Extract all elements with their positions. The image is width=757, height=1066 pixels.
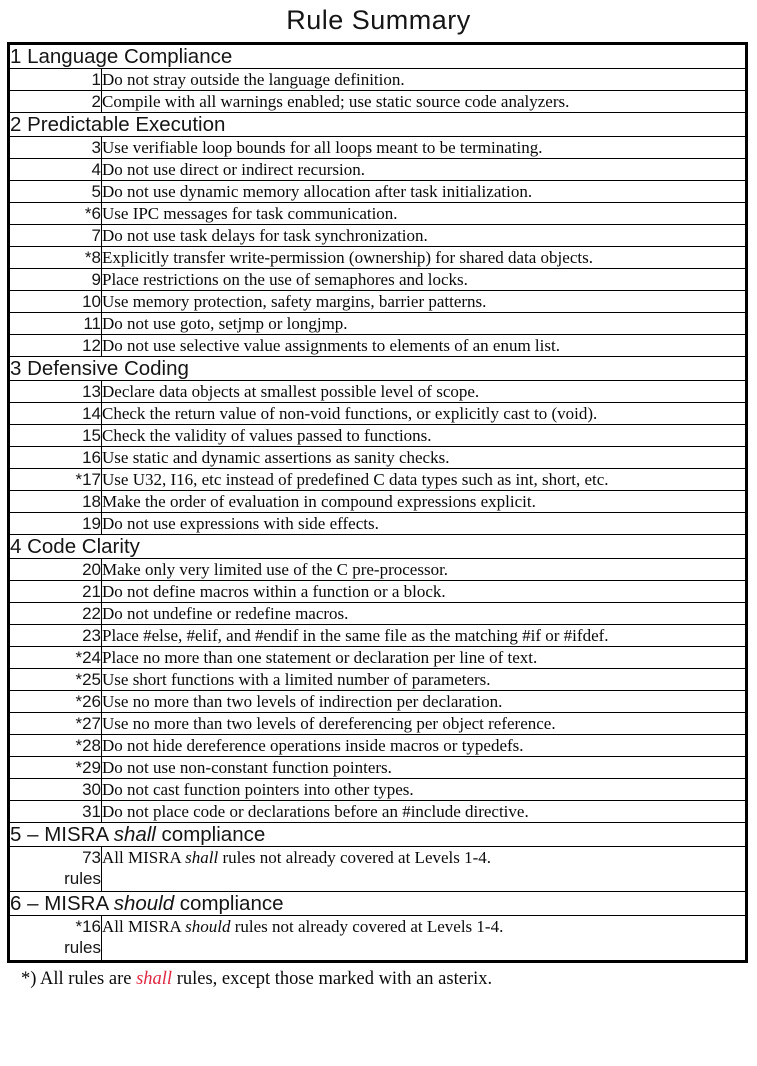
rule-row: [9, 469, 747, 491]
rule-number-cell: [9, 713, 102, 735]
rule-row: [9, 91, 747, 113]
rule-row: [9, 559, 747, 581]
rule-row: [9, 847, 747, 892]
rule-text: Do not place code or declarations before an #include directive.: [102, 801, 747, 823]
rule-row: [9, 381, 747, 403]
rule-number-cell: [9, 159, 102, 181]
text-segment: 5 – MISRA: [10, 823, 114, 846]
rule-number-cell: [9, 381, 102, 403]
text-segment: All MISRA: [102, 917, 186, 936]
rule-text: Place restrictions on the use of semaphores and locks.: [102, 269, 747, 291]
rule-number: *28: [75, 736, 101, 755]
rule-number: 7: [91, 226, 101, 245]
rule-number-cell: [9, 513, 102, 535]
rule-number: 18: [82, 492, 101, 511]
section-header-row: [9, 113, 747, 137]
text-segment: shall: [185, 848, 219, 867]
rule-number: *6: [84, 204, 101, 223]
rule-row: [9, 69, 747, 91]
section-header-row: [9, 535, 747, 559]
rule-number: *29: [75, 758, 101, 777]
rule-row: [9, 647, 747, 669]
rule-number-cell: [9, 313, 102, 335]
rule-number: 21: [82, 582, 101, 601]
rule-text: Do not use dynamic memory allocation after task initialization.: [102, 181, 747, 203]
section-heading: [9, 892, 747, 916]
rule-number: 13: [82, 382, 101, 401]
rule-number-label: rules: [64, 938, 101, 957]
text-segment: should: [185, 917, 231, 936]
section-heading: 2 Predictable Execution: [9, 113, 747, 137]
rule-text: Use static and dynamic assertions as sanity checks.: [102, 447, 747, 469]
rule-number: 3: [91, 138, 101, 157]
rule-number: *27: [75, 714, 101, 733]
rule-text: Use short functions with a limited number of parameters.: [102, 669, 747, 691]
rule-text: Do not hide dereference operations inside macros or typedefs.: [102, 735, 747, 757]
rule-row: [9, 225, 747, 247]
rule-number-cell: [9, 603, 102, 625]
rule-row: [9, 181, 747, 203]
rule-row: [9, 669, 747, 691]
rule-number: 20: [82, 560, 101, 579]
rule-row: [9, 757, 747, 779]
text-segment: compliance: [155, 823, 266, 846]
rule-number: 23: [82, 626, 101, 645]
rule-summary-table: [7, 42, 748, 963]
rule-row: [9, 735, 747, 757]
rule-number: 73: [82, 848, 101, 867]
rule-text: Do not stray outside the language definition.: [102, 69, 747, 91]
rule-number: 11: [83, 314, 101, 333]
rule-text: Compile with all warnings enabled; use static source code analyzers.: [102, 91, 747, 113]
rule-number: 1: [91, 70, 101, 89]
rule-number: 31: [82, 802, 101, 821]
rule-text: Place no more than one statement or declaration per line of text.: [102, 647, 747, 669]
rule-number-cell: [9, 757, 102, 779]
rule-number-cell: [9, 669, 102, 691]
rule-text: Do not undefine or redefine macros.: [102, 603, 747, 625]
rule-number: *17: [75, 470, 101, 489]
rule-text: Use memory protection, safety margins, barrier patterns.: [102, 291, 747, 313]
rule-text: Use U32, I16, etc instead of predefined C data types such as int, short, etc.: [102, 469, 747, 491]
text-segment: should: [113, 892, 175, 915]
section-heading: [9, 823, 747, 847]
rule-number: *8: [84, 248, 101, 267]
section-header-row: [9, 823, 747, 847]
rule-row: [9, 313, 747, 335]
text-segment: *) All rules are: [21, 969, 137, 989]
rule-number-cell: [9, 69, 102, 91]
rule-number-label: rules: [64, 869, 101, 888]
rule-row: [9, 779, 747, 801]
rule-row: [9, 203, 747, 225]
rule-row: [9, 801, 747, 823]
rule-number: 14: [82, 404, 101, 423]
rule-text: [102, 916, 747, 962]
text-segment: All MISRA: [102, 848, 186, 867]
rule-number-cell: [9, 779, 102, 801]
rule-number: 10: [82, 292, 101, 311]
section-header-row: [9, 357, 747, 381]
rule-row: [9, 513, 747, 535]
rule-row: [9, 247, 747, 269]
rule-number-cell: [9, 225, 102, 247]
rule-text: Place #else, #elif, and #endif in the same file as the matching #if or #ifdef.: [102, 625, 747, 647]
rule-text: Check the return value of non-void functions, or explicitly cast to (void).: [102, 403, 747, 425]
section-header-row: [9, 44, 747, 69]
rule-row: [9, 425, 747, 447]
rule-number-cell: [9, 647, 102, 669]
rule-number-cell: [9, 491, 102, 513]
rule-text: Do not use non-constant function pointers.: [102, 757, 747, 779]
rule-row: [9, 491, 747, 513]
rule-row: [9, 603, 747, 625]
rule-number-cell: [9, 269, 102, 291]
section-heading: 4 Code Clarity: [9, 535, 747, 559]
section-heading: 3 Defensive Coding: [9, 357, 747, 381]
rule-number: 2: [91, 92, 101, 111]
rule-number: *25: [75, 670, 101, 689]
text-segment: rules, except those marked with an asterix.: [172, 969, 493, 989]
rule-text: Use no more than two levels of dereferencing per object reference.: [102, 713, 747, 735]
rule-number: 19: [82, 514, 101, 533]
rule-number-cell: [9, 425, 102, 447]
rule-number: 4: [91, 160, 101, 179]
rule-text: Do not use selective value assignments to elements of an enum list.: [102, 335, 747, 357]
rule-text: Explicitly transfer write-permission (ownership) for shared data objects.: [102, 247, 747, 269]
rule-text: [102, 847, 747, 892]
rule-row: [9, 335, 747, 357]
rule-number-cell: [9, 847, 102, 892]
rule-number-cell: [9, 181, 102, 203]
rule-text: Declare data objects at smallest possible level of scope.: [102, 381, 747, 403]
rule-text: Use IPC messages for task communication.: [102, 203, 747, 225]
rule-text: Do not use direct or indirect recursion.: [102, 159, 747, 181]
rule-text: Make only very limited use of the C pre-processor.: [102, 559, 747, 581]
rule-row: [9, 691, 747, 713]
text-segment: shall: [113, 823, 156, 846]
rule-text: Do not cast function pointers into other types.: [102, 779, 747, 801]
rule-number: *24: [75, 648, 101, 667]
rule-number: *26: [75, 692, 101, 711]
section-header-row: [9, 892, 747, 916]
text-segment: shall: [136, 969, 173, 989]
rule-text: Check the validity of values passed to functions.: [102, 425, 747, 447]
rule-number-cell: [9, 581, 102, 603]
footnote: [21, 968, 750, 990]
rule-number: 30: [82, 780, 101, 799]
rule-row: [9, 269, 747, 291]
rule-number-cell: [9, 247, 102, 269]
rule-number-cell: [9, 691, 102, 713]
rule-text: Use no more than two levels of indirection per declaration.: [102, 691, 747, 713]
rule-number: 5: [91, 182, 101, 201]
rule-number-cell: [9, 403, 102, 425]
rule-text: Do not use task delays for task synchronization.: [102, 225, 747, 247]
rule-text: Do not use expressions with side effects.: [102, 513, 747, 535]
text-segment: rules not already covered at Levels 1-4.: [230, 917, 504, 936]
rule-text: Use verifiable loop bounds for all loops meant to be terminating.: [102, 137, 747, 159]
rule-row: [9, 447, 747, 469]
text-segment: rules not already covered at Levels 1-4.: [218, 848, 492, 867]
rule-number-cell: [9, 735, 102, 757]
rule-number-cell: [9, 203, 102, 225]
page-title: Rule Summary: [286, 5, 471, 35]
rule-number-cell: [9, 447, 102, 469]
rule-number-cell: [9, 291, 102, 313]
rule-row: [9, 625, 747, 647]
rule-number-cell: [9, 335, 102, 357]
rule-number-cell: [9, 625, 102, 647]
rule-number: 12: [82, 336, 101, 355]
rule-number-cell: [9, 559, 102, 581]
section-heading: 1 Language Compliance: [9, 44, 747, 69]
rule-number: 15: [82, 426, 101, 445]
rule-row: [9, 916, 747, 962]
rule-number-cell: [9, 916, 102, 962]
rule-row: [9, 581, 747, 603]
rule-row: [9, 713, 747, 735]
rule-text: Do not use goto, setjmp or longjmp.: [102, 313, 747, 335]
text-segment: compliance: [174, 892, 284, 915]
rule-row: [9, 291, 747, 313]
rule-number-cell: [9, 469, 102, 491]
rule-number: 22: [82, 604, 101, 623]
rule-text: Do not define macros within a function or a block.: [102, 581, 747, 603]
text-segment: 6 – MISRA: [10, 892, 114, 915]
rule-number: 16: [82, 448, 101, 467]
rule-number: *16: [75, 917, 101, 936]
rule-row: [9, 159, 747, 181]
rule-number-cell: [9, 801, 102, 823]
rule-row: [9, 403, 747, 425]
rule-number-cell: [9, 137, 102, 159]
rule-text: Make the order of evaluation in compound expressions explicit.: [102, 491, 747, 513]
rule-number: 9: [91, 270, 101, 289]
rule-number-cell: [9, 91, 102, 113]
rule-row: [9, 137, 747, 159]
